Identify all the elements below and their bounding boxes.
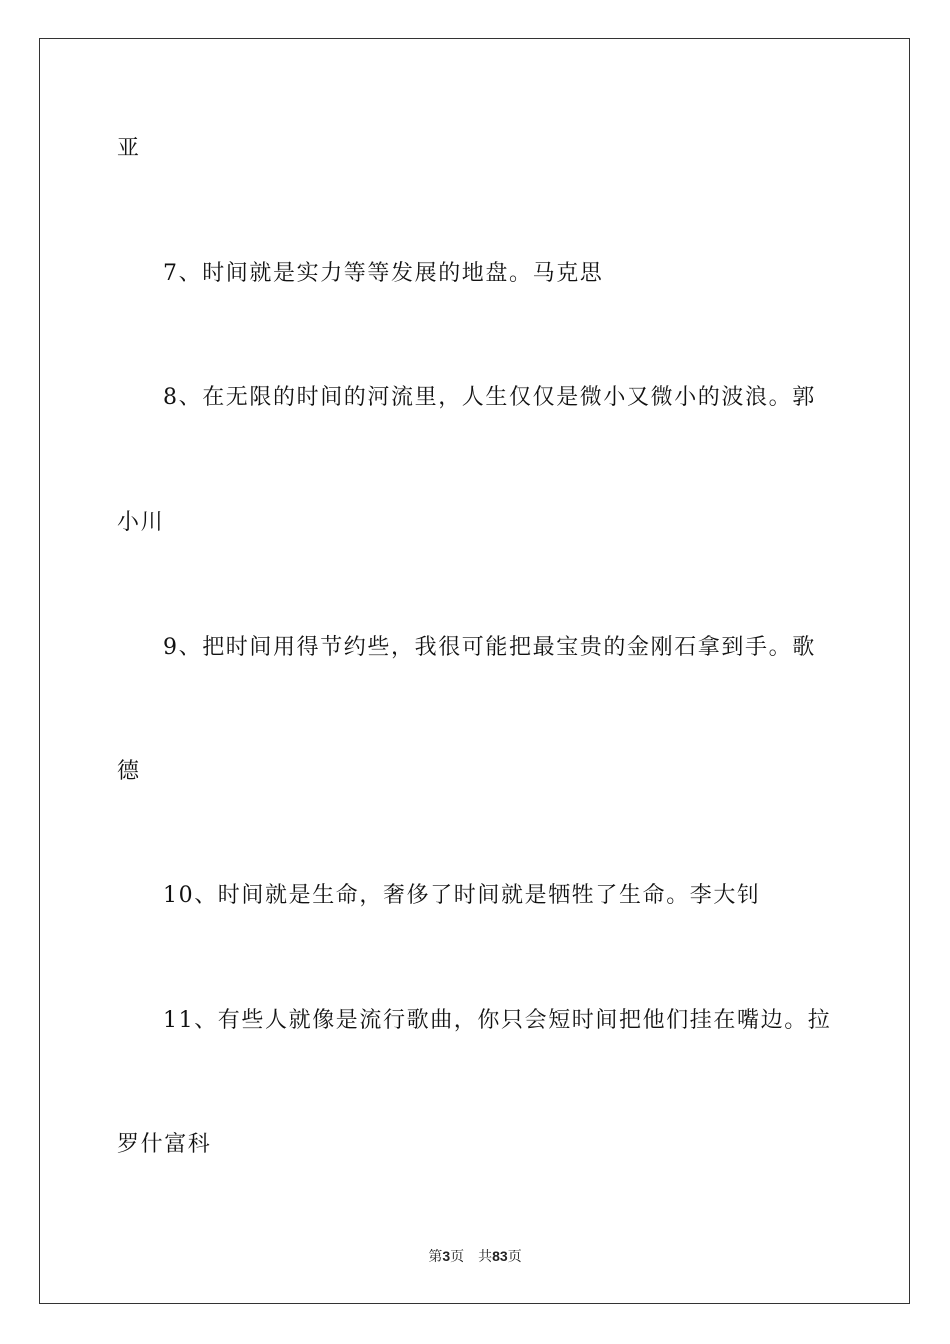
quote-9: 9、把时间用得节约些，我很可能把最宝贵的金刚石拿到手。歌 [163,635,816,660]
text-line-continuation: 亚 [117,136,141,161]
quote-8: 8、在无限的时间的河流里，人生仅仅是微小又微小的波浪。郭 [163,385,816,410]
page-number: 3 [442,1248,451,1264]
quote-11-continuation: 罗什富科 [117,1132,212,1157]
quote-9-continuation: 德 [117,759,141,784]
total-suffix: 页 [507,1249,522,1265]
quote-7: 7、时间就是实力等等发展的地盘。马克思 [163,261,604,286]
quote-10: 10、时间就是生命，奢侈了时间就是牺牲了生命。李大钊 [163,883,761,908]
total-pages: 83 [492,1248,508,1264]
total-prefix: 共 [478,1249,493,1265]
quote-8-continuation: 小川 [117,510,165,535]
page-prefix: 第 [428,1249,443,1265]
page-footer [0,1247,950,1266]
page-suffix: 页 [450,1249,465,1265]
page-border [39,38,910,1304]
quote-11: 11、有些人就像是流行歌曲，你只会短时间把他们挂在嘴边。拉 [163,1008,832,1033]
